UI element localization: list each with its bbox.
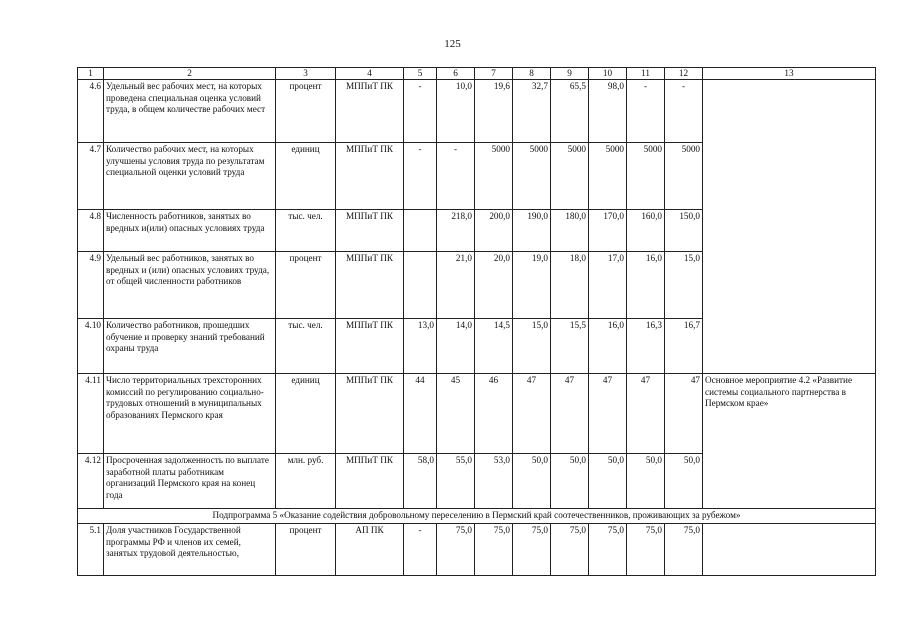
value-cell: 5000 [551, 143, 589, 210]
indicator-name: Число территориальных трехсторонних комиссий по регулированию социально-трудовых отношений в муниципальных образованиях Пермского края [104, 374, 276, 454]
unit-cell: млн. руб. [276, 454, 336, 509]
org-cell: МППиТ ПК [336, 454, 404, 509]
value-cell: 50,0 [551, 454, 589, 509]
org-cell: МППиТ ПК [336, 252, 404, 319]
org-cell: МППиТ ПК [336, 319, 404, 374]
value-cell: 14,0 [437, 319, 475, 374]
value-cell: - [627, 80, 665, 143]
org-cell: МППиТ ПК [336, 143, 404, 210]
value-cell: 53,0 [475, 454, 513, 509]
value-cell: 46 [475, 374, 513, 454]
value-cell: 98,0 [589, 80, 627, 143]
value-cell: 19,6 [475, 80, 513, 143]
header-cell: 13 [703, 68, 876, 80]
header-cell: 7 [475, 68, 513, 80]
value-cell: 21,0 [437, 252, 475, 319]
value-cell: 18,0 [551, 252, 589, 319]
value-cell: 44 [404, 374, 437, 454]
main-activity-note: Основное мероприятие 4.2 «Развитие системы социального партнерства в Пермском крае» [703, 374, 876, 509]
indicator-name: Доля участников Государственной программы РФ и членов их семей, занятых трудовой деятельностью, [104, 524, 276, 576]
value-cell: 160,0 [627, 210, 665, 252]
value-cell [404, 210, 437, 252]
org-cell: АП ПК [336, 524, 404, 576]
value-cell: 150,0 [665, 210, 703, 252]
value-cell: 55,0 [437, 454, 475, 509]
value-cell: 47 [665, 374, 703, 454]
value-cell: 45 [437, 374, 475, 454]
header-cell: 11 [627, 68, 665, 80]
note-cell [703, 524, 876, 576]
value-cell: 16,3 [627, 319, 665, 374]
header-cell: 10 [589, 68, 627, 80]
org-cell: МППиТ ПК [336, 210, 404, 252]
value-cell: 47 [513, 374, 551, 454]
value-cell: - [665, 80, 703, 143]
value-cell: 58,0 [404, 454, 437, 509]
value-cell: 75,0 [475, 524, 513, 576]
indicator-name: Количество работников, прошедших обучение и проверку знаний требований охраны труда [104, 319, 276, 374]
row-number: 4.8 [78, 210, 104, 252]
indicator-table [77, 67, 876, 576]
value-cell: 5000 [665, 143, 703, 210]
value-cell: 75,0 [551, 524, 589, 576]
value-cell: 32,7 [513, 80, 551, 143]
indicator-name: Количество рабочих мест, на которых улучшены условия труда по результатам специальной оценки условий труда [104, 143, 276, 210]
value-cell: 16,0 [627, 252, 665, 319]
header-cell: 12 [665, 68, 703, 80]
value-cell: 75,0 [589, 524, 627, 576]
value-cell: 65,5 [551, 80, 589, 143]
value-cell: 47 [627, 374, 665, 454]
value-cell: 14,5 [475, 319, 513, 374]
unit-cell: единиц [276, 374, 336, 454]
table-row [78, 374, 876, 454]
value-cell: - [404, 524, 437, 576]
value-cell: 75,0 [627, 524, 665, 576]
header-cell: 3 [276, 68, 336, 80]
value-cell: 75,0 [437, 524, 475, 576]
subprogram-title: Подпрограмма 5 «Оказание содействия добровольному переселению в Пермский край соотечественников, проживающих за рубежом» [78, 509, 876, 524]
value-cell: 17,0 [589, 252, 627, 319]
value-cell: 15,0 [665, 252, 703, 319]
header-row [78, 68, 876, 80]
page-number: 125 [444, 38, 461, 50]
value-cell: 20,0 [475, 252, 513, 319]
header-cell: 5 [404, 68, 437, 80]
value-cell: 16,0 [589, 319, 627, 374]
value-cell [404, 252, 437, 319]
header-cell: 4 [336, 68, 404, 80]
indicator-name: Численность работников, занятых во вредных и(или) опасных условиях труда [104, 210, 276, 252]
value-cell: - [437, 143, 475, 210]
table-row [78, 524, 876, 576]
unit-cell: процент [276, 80, 336, 143]
row-number: 4.11 [78, 374, 104, 454]
value-cell: 50,0 [513, 454, 551, 509]
unit-cell: процент [276, 252, 336, 319]
row-number: 4.9 [78, 252, 104, 319]
value-cell: 47 [589, 374, 627, 454]
value-cell: - [404, 80, 437, 143]
value-cell: 5000 [627, 143, 665, 210]
unit-cell: тыс. чел. [276, 210, 336, 252]
value-cell: 10,0 [437, 80, 475, 143]
value-cell: 5000 [475, 143, 513, 210]
value-cell: 180,0 [551, 210, 589, 252]
row-number: 4.7 [78, 143, 104, 210]
value-cell: 200,0 [475, 210, 513, 252]
value-cell: 19,0 [513, 252, 551, 319]
value-cell: 75,0 [665, 524, 703, 576]
header-cell: 8 [513, 68, 551, 80]
indicator-name: Удельный вес работников, занятых во вредных и (или) опасных условиях труда, от общей численности работников [104, 252, 276, 319]
header-cell: 2 [104, 68, 276, 80]
value-cell: 5000 [513, 143, 551, 210]
indicator-name: Удельный вес рабочих мест, на которых проведена специальная оценка условий труда, в общем количестве рабочих мест [104, 80, 276, 143]
header-cell: 6 [437, 68, 475, 80]
value-cell: 5000 [589, 143, 627, 210]
value-cell: 190,0 [513, 210, 551, 252]
value-cell: 50,0 [665, 454, 703, 509]
value-cell: 15,0 [513, 319, 551, 374]
value-cell: 16,7 [665, 319, 703, 374]
row-number: 5.1 [78, 524, 104, 576]
subprogram-row [78, 509, 876, 524]
unit-cell: тыс. чел. [276, 319, 336, 374]
value-cell: 170,0 [589, 210, 627, 252]
org-cell: МППиТ ПК [336, 80, 404, 143]
row-number: 4.10 [78, 319, 104, 374]
value-cell: 50,0 [627, 454, 665, 509]
value-cell: 50,0 [589, 454, 627, 509]
row-number: 4.6 [78, 80, 104, 143]
header-cell: 1 [78, 68, 104, 80]
value-cell: 218,0 [437, 210, 475, 252]
header-cell: 9 [551, 68, 589, 80]
org-cell: МППиТ ПК [336, 374, 404, 454]
value-cell: - [404, 143, 437, 210]
unit-cell: процент [276, 524, 336, 576]
unit-cell: единиц [276, 143, 336, 210]
value-cell: 15,5 [551, 319, 589, 374]
indicator-name: Просроченная задолженность по выплате заработной платы работникам организаций Пермского края на конец года [104, 454, 276, 509]
note-cell [703, 80, 876, 374]
value-cell: 13,0 [404, 319, 437, 374]
row-number: 4.12 [78, 454, 104, 509]
table-row [78, 80, 876, 143]
value-cell: 47 [551, 374, 589, 454]
value-cell: 75,0 [513, 524, 551, 576]
